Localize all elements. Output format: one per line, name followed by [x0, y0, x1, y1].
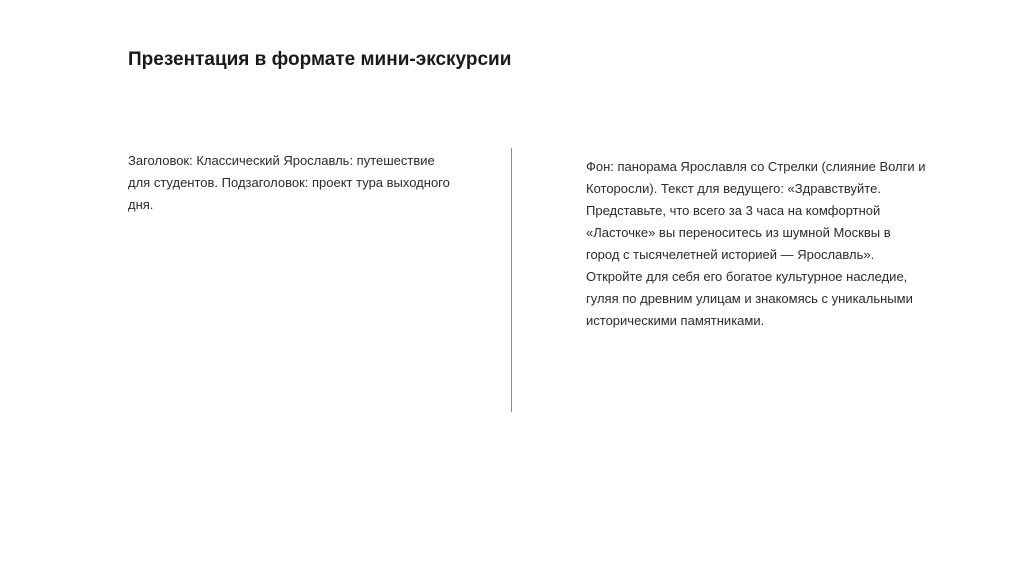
column-divider [511, 148, 512, 412]
right-column-text: Фон: панорама Ярославля со Стрелки (слияние Волги и Которосли). Текст для ведущего: «Здравствуйте. Представьте, что всего за 3 часа на комфортной «Ласточке» вы переноситесь из шумной Москвы в город с тысячелетней историей — Ярославль». Откройте для себя его богатое культурное наследие, гуляя по древним улицам и знакомясь с уникальными историческими памятниками. [586, 159, 926, 328]
left-column-text: Заголовок: Классический Ярославль: путешествие для студентов. Подзаголовок: проект тура выходного дня. [128, 153, 450, 212]
slide-title: Презентация в формате мини-экскурсии [128, 49, 512, 70]
